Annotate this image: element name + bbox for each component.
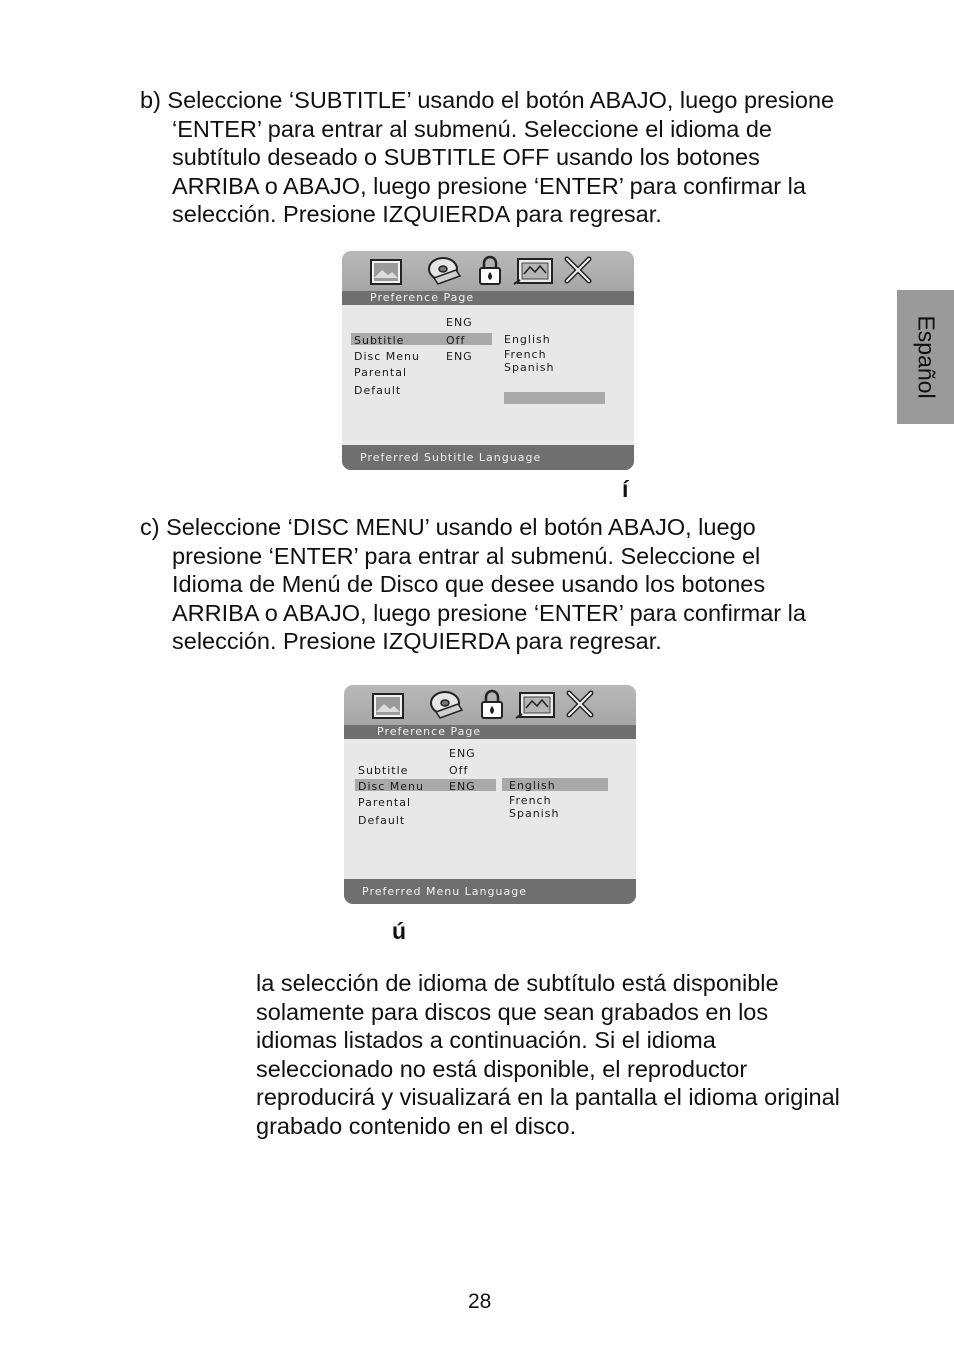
osd-option-english[interactable]: English bbox=[504, 333, 551, 346]
exit-icon bbox=[564, 688, 596, 722]
audio-disc-icon bbox=[426, 254, 464, 288]
osd-page-bar bbox=[342, 291, 634, 305]
osd-item-default[interactable]: Default bbox=[354, 384, 402, 397]
osd-option-french[interactable]: French bbox=[504, 348, 547, 361]
osd-subtitle-menu bbox=[342, 251, 634, 470]
osd-option-french[interactable]: French bbox=[509, 794, 552, 807]
instruction-c-line: c) Seleccione ‘DISC MENU’ usando el botón ABAJO, luego bbox=[140, 514, 756, 540]
osd-option-spanish[interactable]: Spanish bbox=[504, 361, 555, 374]
instruction-c bbox=[140, 513, 806, 656]
instruction-b-line: ‘ENTER’ para entrar al submenú. Seleccione el idioma de bbox=[172, 115, 772, 142]
osd-option-spanish[interactable]: Spanish bbox=[509, 807, 560, 820]
osd-icon-bar bbox=[342, 251, 634, 291]
picture-setup-icon bbox=[368, 254, 406, 288]
osd-item-parental[interactable]: Parental bbox=[358, 796, 412, 809]
note-line: reproducirá y visualizará en la pantalla el idioma original bbox=[256, 1084, 840, 1111]
note-line: la selección de idioma de subtítulo está disponible bbox=[256, 970, 779, 996]
note-line: grabado contenido en el disco. bbox=[256, 1112, 577, 1139]
note-line: solamente para discos que sean grabados en los bbox=[256, 998, 769, 1025]
osd-item-default[interactable]: Default bbox=[358, 814, 406, 827]
lock-icon bbox=[477, 688, 507, 722]
side-tab-label: Español bbox=[913, 315, 939, 399]
instruction-b-line: selección. Presione IZQUIERDA para regresar. bbox=[172, 201, 662, 228]
osd-item-subtitle[interactable]: Subtitle bbox=[354, 334, 405, 347]
osd-footer-bar bbox=[342, 445, 634, 470]
osd-item-disc-menu[interactable]: Disc Menu bbox=[354, 350, 421, 363]
osd-footer-text: Preferred Subtitle Language bbox=[360, 451, 542, 464]
osd-option-highlight bbox=[504, 392, 605, 404]
exit-icon bbox=[562, 254, 594, 288]
osd-value-eng: ENG bbox=[446, 316, 473, 329]
osd-option-english[interactable]: English bbox=[509, 779, 556, 792]
osd-page-bar bbox=[344, 725, 636, 739]
osd-icon-bar bbox=[344, 685, 636, 725]
instruction-c-line: presione ‘ENTER’ para entrar al submenú. Seleccione el bbox=[172, 542, 761, 569]
osd-page-title: Preference Page bbox=[370, 291, 475, 304]
instruction-c-line: selección. Presione IZQUIERDA para regresar. bbox=[172, 628, 662, 655]
instruction-b bbox=[140, 86, 834, 229]
osd-page-title: Preference Page bbox=[377, 725, 482, 738]
osd-item-parental[interactable]: Parental bbox=[354, 366, 408, 379]
osd-item-subtitle[interactable]: Subtitle bbox=[358, 764, 409, 777]
instruction-b-line: b) Seleccione ‘SUBTITLE’ usando el botón ABAJO, luego presione bbox=[140, 87, 835, 113]
osd-value-eng: ENG bbox=[449, 747, 476, 760]
preference-icon bbox=[512, 254, 556, 288]
instruction-c-line: Idioma de Menú de Disco que desee usando los botones bbox=[172, 571, 766, 598]
page-number: 28 bbox=[468, 1290, 492, 1313]
figure-caption: ú bbox=[392, 918, 407, 944]
language-side-tab bbox=[897, 290, 954, 424]
osd-value-off: Off bbox=[446, 334, 466, 347]
osd-footer-bar bbox=[344, 879, 636, 904]
osd-footer-text: Preferred Menu Language bbox=[362, 885, 527, 898]
preference-icon bbox=[514, 688, 558, 722]
instruction-b-line: ARRIBA o ABAJO, luego presione ‘ENTER’ para confirmar la bbox=[172, 172, 806, 199]
osd-value-off: Off bbox=[449, 764, 469, 777]
osd-value-eng: ENG bbox=[446, 350, 473, 363]
note-paragraph bbox=[256, 969, 840, 1141]
picture-setup-icon bbox=[370, 688, 408, 722]
osd-disc-menu bbox=[344, 685, 636, 904]
audio-disc-icon bbox=[428, 688, 466, 722]
note-line: idiomas listados a continuación. Si el idioma bbox=[256, 1027, 716, 1054]
lock-icon bbox=[475, 254, 505, 288]
osd-item-disc-menu[interactable]: Disc Menu bbox=[358, 780, 425, 793]
instruction-b-line: subtítulo deseado o SUBTITLE OFF usando los botones bbox=[172, 144, 760, 171]
figure-caption: í bbox=[622, 476, 629, 502]
note-line: seleccionado no está disponible, el reproductor bbox=[256, 1055, 748, 1082]
instruction-c-line: ARRIBA o ABAJO, luego presione ‘ENTER’ para confirmar la bbox=[172, 599, 806, 626]
osd-value-eng: ENG bbox=[449, 780, 476, 793]
